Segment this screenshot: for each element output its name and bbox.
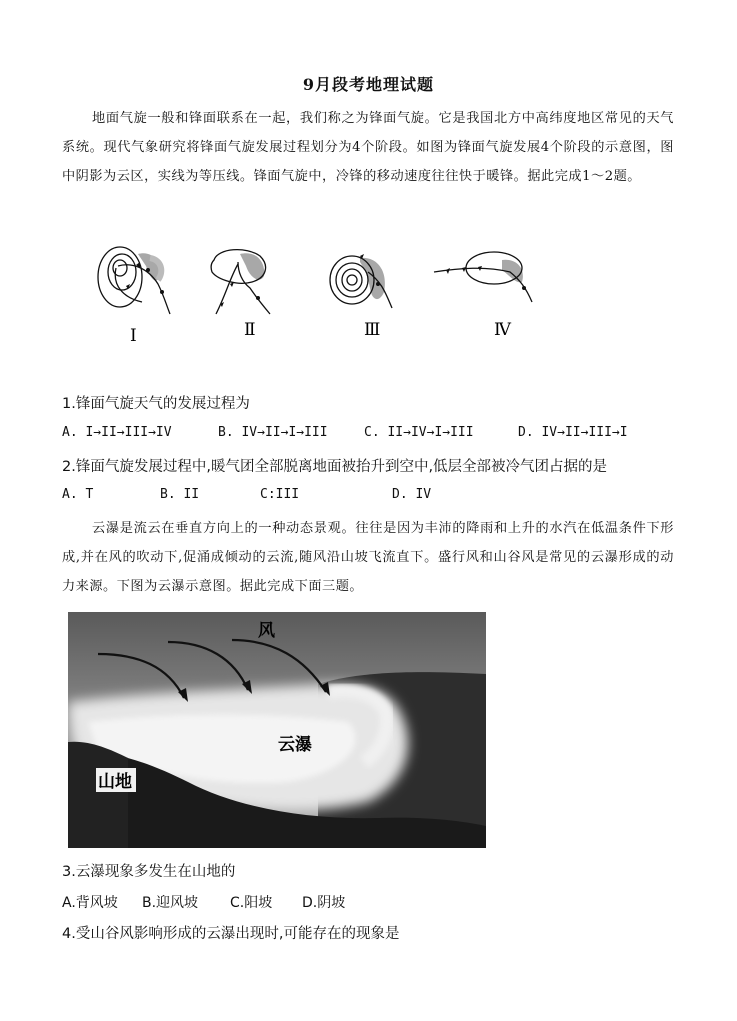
wind-label: 风 <box>258 621 275 641</box>
q1-option-d[interactable]: D. IV→II→III→I <box>518 425 628 440</box>
stage-4-label: Ⅳ <box>494 320 511 340</box>
q2-option-b[interactable]: B. II <box>160 487 200 502</box>
question-3: 3.云瀑现象多发生在山地的 <box>62 864 236 880</box>
stage-2-label: Ⅱ <box>244 320 256 340</box>
question-1: 1.锋面气旋天气的发展过程为 <box>62 396 250 412</box>
q3-option-d[interactable]: D.阴坡 <box>302 895 346 911</box>
intro-paragraph-1: 地面气旋一般和锋面联系在一起，我们称之为锋面气旋。它是我国北方中高纬度地区常见的天气系统。现代气象研究将锋面气旋发展过程划分为4个阶段。如图为锋面气旋发展4个阶段的示意图，图中阴影为云区，实线为等压线。锋面气旋中，冷锋的移动速度往往快于暖锋。据此完成1～2题。 <box>62 111 674 184</box>
q2-option-c[interactable]: C:III <box>260 487 300 502</box>
question-2-options <box>62 487 682 507</box>
stage-3-figure <box>330 254 392 308</box>
q1-option-a[interactable]: A. I→II→III→IV <box>62 425 172 440</box>
question-1-options <box>62 425 682 445</box>
cloud-waterfall-label: 云瀑 <box>278 735 312 755</box>
q3-option-c[interactable]: C.阳坡 <box>230 895 273 911</box>
question-4: 4.受山谷风影响形成的云瀑出现时,可能存在的现象是 <box>62 926 400 942</box>
q1-option-c[interactable]: C. II→IV→I→III <box>364 425 474 440</box>
q1-option-b[interactable]: B. IV→II→I→III <box>218 425 328 440</box>
q3-option-b[interactable]: B.迎风坡 <box>142 895 199 911</box>
stage-4-figure <box>434 252 532 302</box>
page-title: 9月段考地理试题 <box>302 75 435 94</box>
mountain-label: 山地 <box>98 772 132 792</box>
stage-1-figure <box>98 247 170 314</box>
q3-option-a[interactable]: A.背风坡 <box>62 895 118 911</box>
question-2: 2.锋面气旋发展过程中,暖气团全部脱离地面被抬升到空中,低层全部被冷气团占据的是 <box>62 459 608 475</box>
q2-option-a[interactable]: A. T <box>62 487 94 502</box>
cyclone-stages-diagram <box>90 232 550 350</box>
q2-option-d[interactable]: D. IV <box>392 487 432 502</box>
intro-paragraph-2: 云瀑是流云在垂直方向上的一种动态景观。往往是因为丰沛的降雨和上升的水汽在低温条件下形成,并在风的吹动下,促涌成倾动的云流,随风沿山坡飞流直下。盛行风和山谷风是常见的云瀑形成的动力来源。下图为云瀑示意图。据此完成下面三题。 <box>62 521 674 594</box>
question-3-options <box>62 892 682 912</box>
cloud-waterfall-photo <box>68 612 486 848</box>
stage-2-figure <box>211 250 270 314</box>
stage-1-label: Ⅰ <box>130 326 137 346</box>
stage-3-label: Ⅲ <box>364 320 381 340</box>
